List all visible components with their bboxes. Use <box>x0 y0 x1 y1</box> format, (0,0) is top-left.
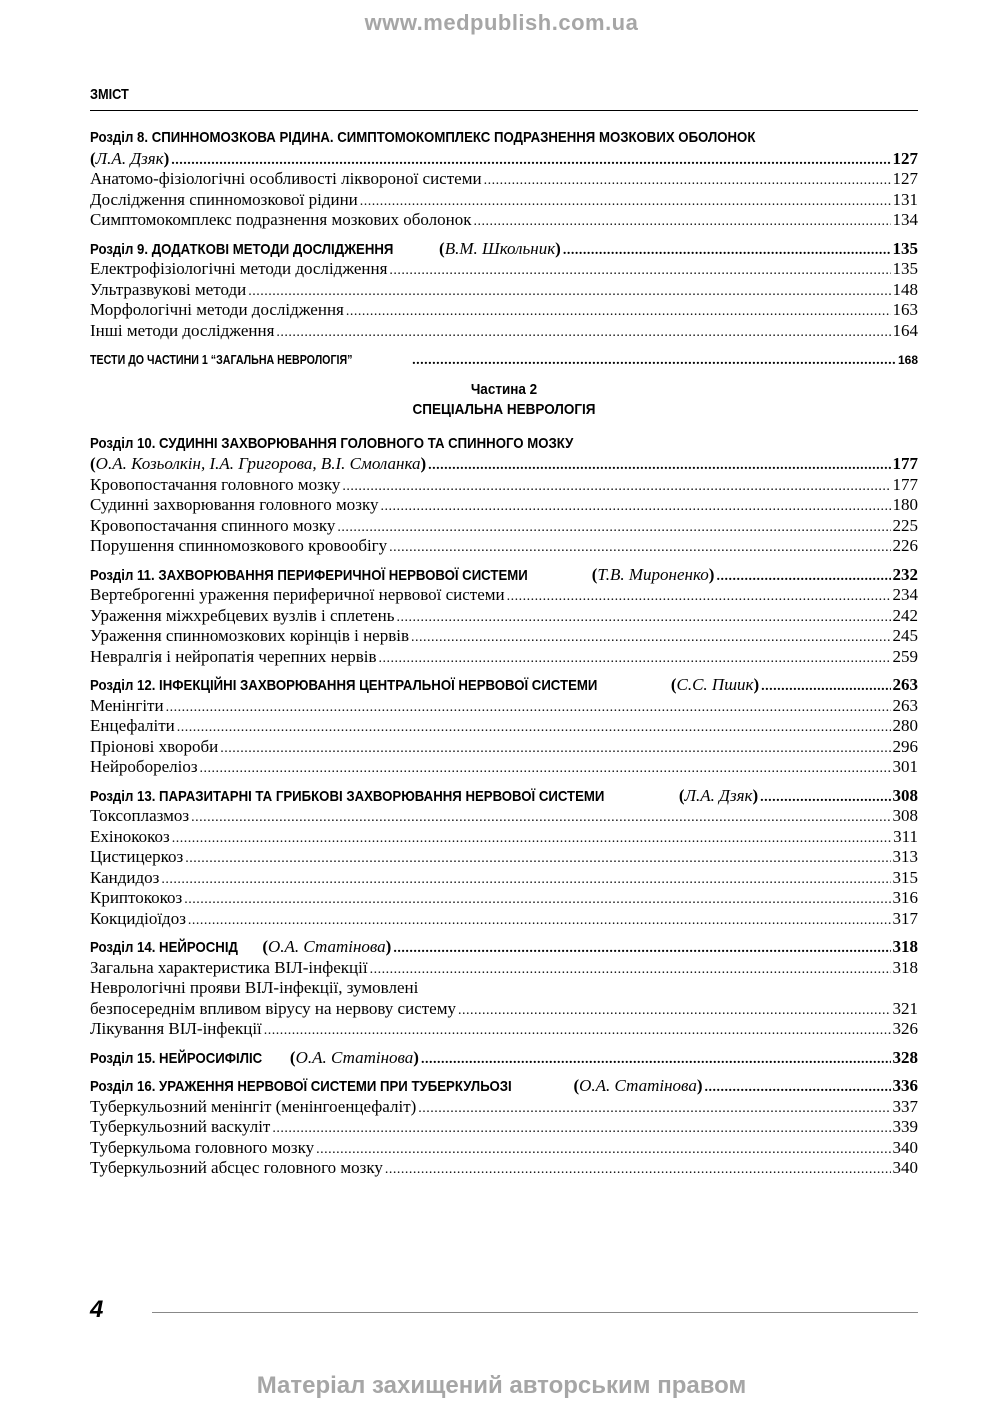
entry-title: Ехінококоз <box>90 826 170 846</box>
leader-dots <box>185 849 890 870</box>
toc-section-14 <box>90 937 918 1040</box>
section-heading-line: Розділ 16. УРАЖЕННЯ НЕРВОВОЇ СИСТЕМИ ПРИ ТУБЕРКУЛЬОЗІ (О.А. Статінова) ..... 336 <box>90 1076 918 1097</box>
section-author: Л.А. Дзяк <box>95 148 164 168</box>
leader-dots <box>316 1140 890 1161</box>
entry-title: Пріонові хвороби <box>90 736 219 756</box>
entry-title: Ураження міжхребцевих вузлів і сплетень <box>90 605 395 625</box>
leader-dots <box>473 212 890 233</box>
running-header: ЗМІСТ <box>90 86 129 103</box>
section-page: 328 <box>892 1047 918 1067</box>
leader-dots <box>188 911 891 932</box>
toc-entry <box>90 606 918 627</box>
toc-entry <box>90 210 918 231</box>
section-label: Розділ 13. ПАРАЗИТАРНІ ТА ГРИБКОВІ ЗАХВОРЮВАННЯ НЕРВОВОЇ СИСТЕМИ <box>90 787 605 805</box>
leader-dots <box>507 587 891 608</box>
section-page: 318 <box>892 937 918 956</box>
leader-dots <box>276 323 890 344</box>
toc-entry <box>90 716 918 737</box>
section-page: 127 <box>892 148 918 168</box>
leader-dots <box>760 788 890 809</box>
entry-title: Токсоплазмоз <box>90 806 190 825</box>
leader-dots <box>428 456 890 477</box>
entry-page: 317 <box>892 908 918 928</box>
toc-entry <box>90 999 918 1020</box>
toc-entry <box>90 1097 918 1118</box>
section-label: Розділ 12. ІНФЕКЦІЙНІ ЗАХВОРЮВАННЯ ЦЕНТРАЛЬНОЇ НЕРВОВОЇ СИСТЕМИ <box>90 677 598 694</box>
leader-dots <box>396 608 890 629</box>
leader-dots <box>704 1078 890 1099</box>
toc-entry <box>90 868 918 889</box>
toc-section-8 <box>90 128 918 231</box>
toc-entry <box>90 1117 918 1138</box>
entry-title: Туберкульома головного мозку <box>90 1137 315 1157</box>
leader-dots <box>342 477 890 498</box>
entry-page: 127 <box>892 169 918 188</box>
toc-tests <box>90 349 918 370</box>
leader-dots <box>411 628 891 649</box>
entry-page: 313 <box>892 847 918 866</box>
section-page: 168 <box>897 353 918 367</box>
header-divider <box>90 110 918 111</box>
leader-dots <box>379 649 891 670</box>
section-author: Т.В. Мироненко <box>597 564 709 584</box>
toc-entry <box>90 495 918 516</box>
entry-title: Інші методи дослідження <box>90 320 275 340</box>
entry-page: 163 <box>892 300 918 319</box>
leader-dots <box>716 567 890 588</box>
toc-entry <box>90 696 918 717</box>
toc-section-13 <box>90 786 918 930</box>
entry-title: Криптококоз <box>90 888 183 907</box>
section-label: Розділ 8. СПИННОМОЗКОВА РІДИНА. СИМПТОМОКОМПЛЕКС ПОДРАЗНЕННЯ МОЗКОВИХ ОБОЛОНОК <box>90 129 756 146</box>
entry-page: 131 <box>892 189 918 209</box>
entry-title: Лікування ВІЛ-інфекції <box>90 1019 262 1038</box>
entry-title: Нейробореліоз <box>90 757 198 776</box>
toc-entry <box>90 806 918 827</box>
toc-entry <box>90 280 918 301</box>
section-heading-line <box>90 149 918 170</box>
toc-section-9 <box>90 239 918 342</box>
leader-dots <box>161 870 890 891</box>
entry-page: 318 <box>892 957 918 977</box>
entry-page: 296 <box>892 736 918 756</box>
entry-title: Електрофізіологічні методи дослідження <box>90 259 388 278</box>
toc-entry <box>90 737 918 758</box>
leader-dots <box>370 960 891 981</box>
section-author: С.С. Пшик <box>676 675 754 694</box>
entry-page: 234 <box>892 585 918 604</box>
toc-section-16 <box>90 1076 918 1179</box>
leader-dots <box>337 518 890 539</box>
section-heading-line: Розділ 15. НЕЙРОСИФІЛІС (О.А. Статінова) ..... 328 <box>90 1048 918 1069</box>
entry-title: Симптомокомплекс подразнення мозкових оболонок <box>90 210 472 229</box>
section-heading-line: Розділ 14. НЕЙРОСНІД (О.А. Статінова) ..... 318 <box>90 937 918 958</box>
toc-entry <box>90 585 918 606</box>
entry-page: 337 <box>892 1096 918 1116</box>
section-heading <box>90 434 918 455</box>
toc-entry <box>90 847 918 868</box>
toc-entry <box>90 1138 918 1159</box>
section-heading-line: Розділ 13. ПАРАЗИТАРНІ ТА ГРИБКОВІ ЗАХВОРЮВАННЯ НЕРВОВОЇ СИСТЕМИ (Л.А. Дзяк) ..... 308 <box>90 786 918 807</box>
entry-page: 311 <box>893 826 918 846</box>
leader-dots <box>184 890 890 911</box>
leader-dots <box>385 1160 891 1181</box>
section-page: 308 <box>892 785 918 805</box>
entry-title: Енцефаліти <box>90 716 175 735</box>
entry-title: безпосереднім впливом вірусу на нервову систему <box>90 998 456 1018</box>
leader-dots <box>458 1001 891 1022</box>
toc-entry <box>90 475 918 496</box>
toc-entry <box>90 1019 918 1040</box>
leader-dots <box>171 151 890 172</box>
section-page: 177 <box>892 454 918 473</box>
section-heading-line <box>90 349 918 370</box>
leader-dots <box>418 1099 890 1120</box>
entry-title: Менінгіти <box>90 695 164 715</box>
entry-page: 308 <box>892 806 918 825</box>
entry-page: 315 <box>892 867 918 887</box>
entry-page: 148 <box>892 279 918 299</box>
section-page: 232 <box>892 564 918 584</box>
leader-dots <box>172 829 891 850</box>
section-heading-line: Розділ 9. ДОДАТКОВІ МЕТОДИ ДОСЛІДЖЕННЯ (В.М. Школьник) ..... 135 <box>90 239 918 260</box>
section-page: 263 <box>892 675 918 694</box>
part-subtitle: СПЕЦІАЛЬНА НЕВРОЛОГІЯ <box>412 400 596 418</box>
entry-page: 177 <box>892 474 918 494</box>
part-title: Частина 2 <box>470 380 538 398</box>
entry-title: Невралгія і нейропатія черепних нервів <box>90 646 377 666</box>
section-author: Л.А. Дзяк <box>684 785 753 805</box>
leader-dots <box>360 192 891 213</box>
toc-section-15 <box>90 1048 918 1069</box>
entry-page: 225 <box>892 515 918 535</box>
watermark-bottom: Матеріал захищений авторським правом <box>256 1372 747 1399</box>
entry-title: Порушення спинномозкового кровообігу <box>90 536 388 555</box>
toc-entry <box>90 1158 918 1179</box>
section-label: Розділ 14. НЕЙРОСНІД <box>90 939 238 956</box>
section-author: О.А. Статінова <box>268 937 386 956</box>
toc-section-12 <box>90 675 918 778</box>
entry-title: Вертеброгенні ураження периферичної нервової системи <box>90 585 505 604</box>
toc-entry <box>90 626 918 647</box>
leader-dots <box>264 1021 891 1042</box>
section-author: О.А. Статінова <box>579 1076 697 1095</box>
leader-dots <box>220 739 890 760</box>
toc-entry <box>90 827 918 848</box>
toc-entry <box>90 978 918 999</box>
leader-dots <box>248 282 890 303</box>
entry-page: 242 <box>892 605 918 625</box>
toc-entry <box>90 169 918 190</box>
leader-dots <box>412 351 896 372</box>
leader-dots <box>563 241 891 262</box>
section-heading-line: Розділ 12. ІНФЕКЦІЙНІ ЗАХВОРЮВАННЯ ЦЕНТРАЛЬНОЇ НЕРВОВОЇ СИСТЕМИ (С.С. Пшик) ..... 263 <box>90 675 918 696</box>
entry-page: 180 <box>892 495 918 514</box>
toc-entry <box>90 909 918 930</box>
leader-dots <box>191 808 890 829</box>
entry-title: Цистицеркоз <box>90 847 184 866</box>
leader-dots <box>380 497 890 518</box>
leader-dots <box>272 1119 890 1140</box>
entry-page: 245 <box>892 626 918 645</box>
leader-dots <box>389 261 890 282</box>
entry-page: 134 <box>892 210 918 229</box>
toc-entry <box>90 259 918 280</box>
entry-page: 226 <box>892 536 918 555</box>
leader-dots <box>484 171 891 192</box>
entry-page: 280 <box>892 716 918 735</box>
table-of-contents <box>90 128 918 1187</box>
entry-title: Судинні захворювання головного мозку <box>90 495 379 514</box>
leader-dots <box>761 677 890 698</box>
leader-dots <box>421 1050 891 1071</box>
entry-page: 164 <box>892 320 918 340</box>
entry-page: 263 <box>892 695 918 715</box>
leader-dots <box>393 939 890 960</box>
entry-title: Неврологічні прояви ВІЛ-інфекції, зумовлені <box>90 978 419 997</box>
leader-dots <box>200 759 891 780</box>
toc-entry <box>90 516 918 537</box>
entry-page: 340 <box>892 1158 918 1177</box>
entry-page: 321 <box>892 998 918 1018</box>
section-label: ТЕСТИ ДО ЧАСТИНИ 1 “ЗАГАЛЬНА НЕВРОЛОГІЯ” <box>90 352 353 367</box>
entry-title: Кровопостачання головного мозку <box>90 474 341 494</box>
toc-entry <box>90 190 918 211</box>
entry-title: Дослідження спинномозкової рідини <box>90 189 358 209</box>
leader-dots <box>166 698 891 719</box>
section-author: В.М. Школьник <box>444 238 556 258</box>
entry-page: 259 <box>892 646 918 666</box>
page-number: 4 <box>90 1296 104 1323</box>
part-heading <box>90 380 918 420</box>
watermark-top: www.medpublish.com.ua <box>364 10 639 35</box>
section-label: Розділ 11. ЗАХВОРЮВАННЯ ПЕРИФЕРИЧНОЇ НЕРВОВОЇ СИСТЕМИ <box>90 566 528 584</box>
entry-page: 340 <box>892 1137 918 1157</box>
entry-title: Кандидоз <box>90 867 160 887</box>
leader-dots <box>177 718 891 739</box>
toc-entry <box>90 647 918 668</box>
entry-title: Ультразвукові методи <box>90 279 247 299</box>
toc-entry <box>90 888 918 909</box>
entry-title: Кровопостачання спинного мозку <box>90 515 336 535</box>
section-heading-line: Розділ 11. ЗАХВОРЮВАННЯ ПЕРИФЕРИЧНОЇ НЕРВОВОЇ СИСТЕМИ (Т.В. Мироненко) ..... 232 <box>90 565 918 586</box>
entry-page: 301 <box>892 757 918 776</box>
entry-title: Ураження спинномозкових корінців і нервів <box>90 626 409 645</box>
section-label: Розділ 9. ДОДАТКОВІ МЕТОДИ ДОСЛІДЖЕННЯ <box>90 240 394 258</box>
toc-entry <box>90 321 918 342</box>
entry-title: Туберкульозний менінгіт (менінгоенцефаліт) <box>90 1096 417 1116</box>
section-page: 135 <box>892 238 918 258</box>
toc-section-10 <box>90 434 918 557</box>
entry-title: Туберкульозний абсцес головного мозку <box>90 1158 383 1177</box>
toc-entry <box>90 757 918 778</box>
entry-page: 135 <box>892 259 918 278</box>
toc-entry <box>90 958 918 979</box>
section-page: 336 <box>892 1076 918 1095</box>
section-heading <box>90 128 918 149</box>
toc-section-11 <box>90 565 918 668</box>
entry-page: 326 <box>892 1019 918 1038</box>
section-heading-line: (О.А. Козьолкін, І.А. Григорова, В.І. Смоланка) ..... 177 <box>90 454 918 475</box>
entry-page: 339 <box>892 1117 918 1136</box>
leader-dots <box>389 538 890 559</box>
entry-page: 316 <box>892 888 918 907</box>
section-label: Розділ 15. НЕЙРОСИФІЛІС <box>90 1049 263 1067</box>
footer-divider <box>152 1312 918 1313</box>
entry-title: Туберкульозний васкуліт <box>90 1117 271 1136</box>
section-label: Розділ 16. УРАЖЕННЯ НЕРВОВОЇ СИСТЕМИ ПРИ ТУБЕРКУЛЬОЗІ <box>90 1078 512 1095</box>
entry-title: Кокцидіоїдоз <box>90 908 186 928</box>
toc-entry <box>90 536 918 557</box>
leader-dots <box>346 302 891 323</box>
toc-entry <box>90 300 918 321</box>
entry-title: Морфологічні методи дослідження <box>90 300 344 319</box>
entry-title: Загальна характеристика ВІЛ-інфекції <box>90 957 368 977</box>
section-label: Розділ 10. СУДИННІ ЗАХВОРЮВАННЯ ГОЛОВНОГО ТА СПИННОГО МОЗКУ <box>90 434 574 452</box>
section-author-line: (Л.А. Дзяк) <box>90 148 170 168</box>
section-author: О.А. Статінова <box>295 1047 414 1067</box>
entry-title: Анатомо-фізіологічні особливості ліквороної системи <box>90 169 482 188</box>
section-author: О.А. Козьолкін, І.А. Григорова, В.І. Смоланка <box>95 454 421 473</box>
